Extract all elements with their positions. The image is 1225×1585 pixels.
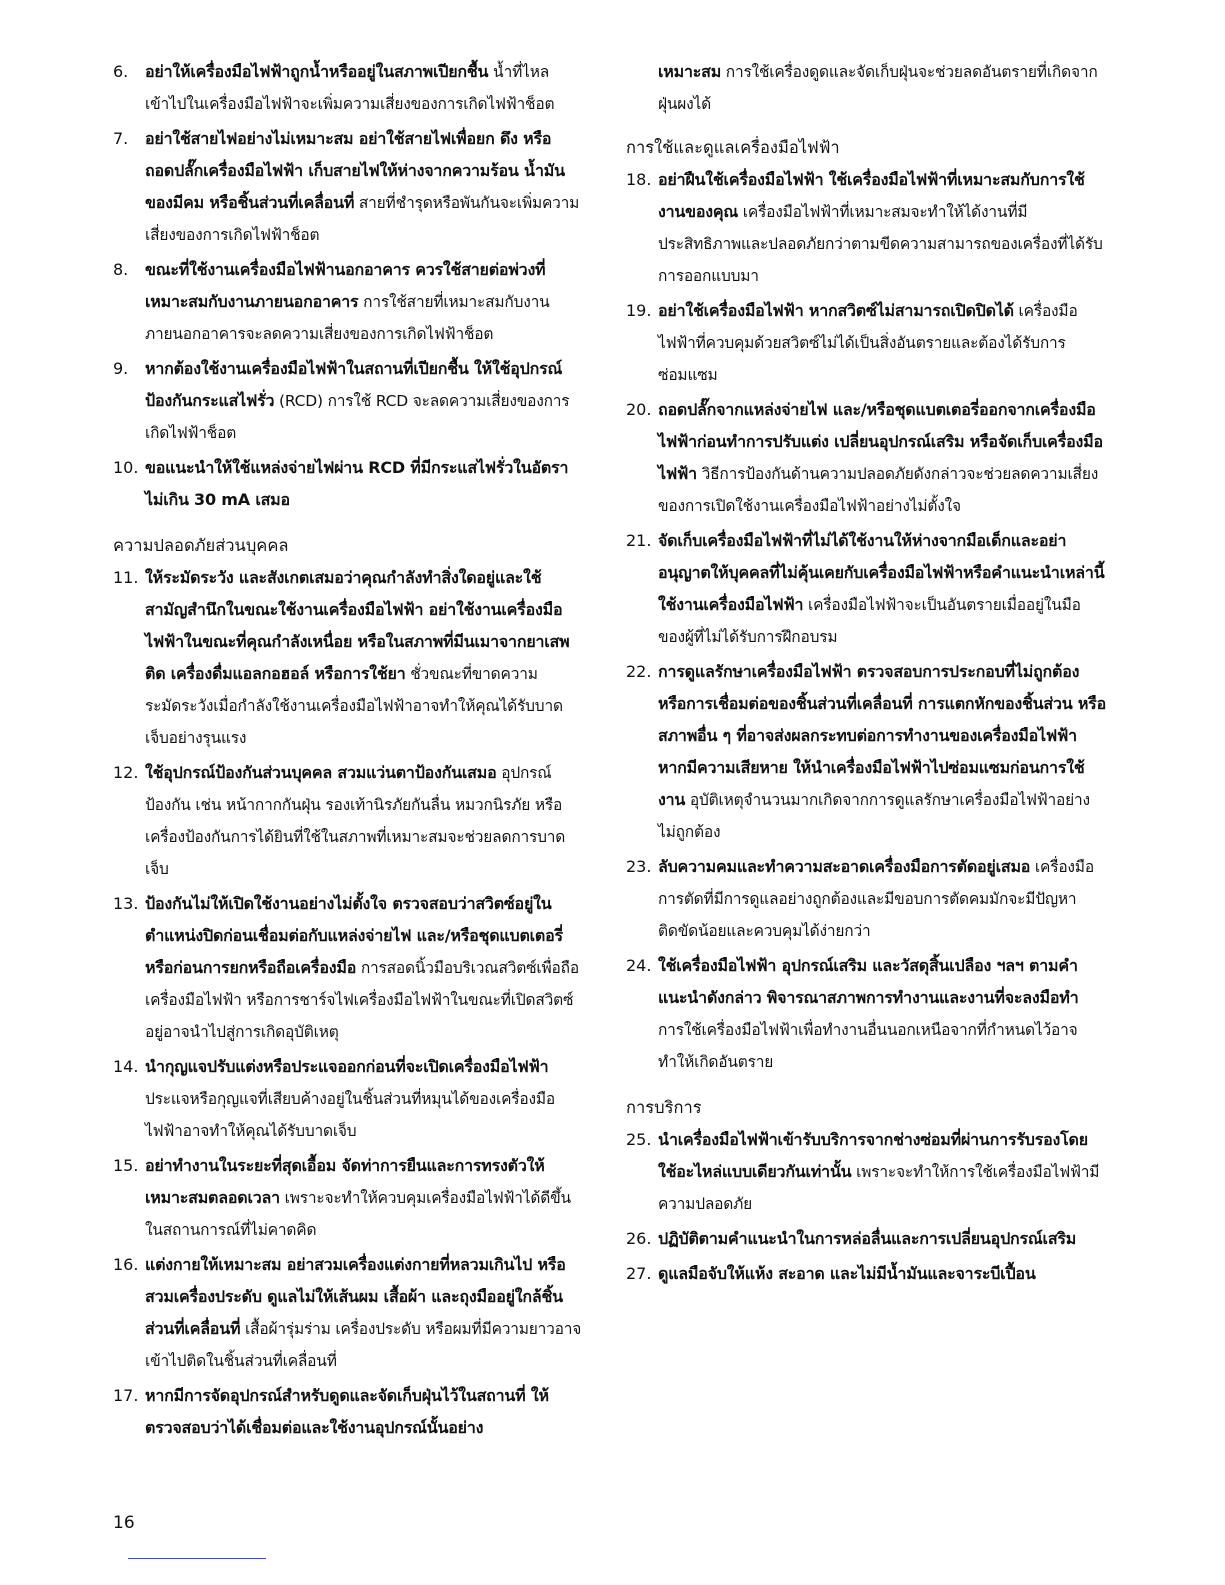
item-body-text: การใช้เครื่องดูดและจัดเก็บฝุ่นจะช่วยลดอันตรายที่เกิดจากฝุ่นผงได้: [658, 63, 1098, 113]
item-number: 6.: [113, 62, 129, 81]
item-bold-text: อย่าใช้เครื่องมือไฟฟ้า หากสวิตซ์ไม่สามารถเปิดปิดได้: [658, 301, 1014, 320]
list-item-27: [626, 1258, 1106, 1290]
item-body-text: น้ำที่ไหลเข้าไปในเครื่องมือไฟฟ้าจะเพิ่มความเสี่ยงของการเกิดไฟฟ้าช็อต: [145, 63, 555, 113]
item-body-text: การสอดนิ้วมือบริเวณสวิตซ์เพื่อถือเครื่องมือไฟฟ้า หรือการชาร์จไฟเครื่องมือไฟฟ้าในขณะที่เปิดสวิตซ์อยู่อาจนำไปสู่การเกิดอุบัติเหตุ: [145, 959, 579, 1041]
item-number: 17.: [113, 1386, 139, 1405]
item-bold-text: ขณะที่ใช้งานเครื่องมือไฟฟ้านอกอาคาร ควรใช้สายต่อพ่วงที่เหมาะสมกับงานภายนอกอาคาร: [145, 260, 546, 311]
item-bold-text: อย่าใช้สายไฟอย่างไม่เหมาะสม อย่าใช้สายไฟเพื่อยก ดึง หรือ ถอดปลั๊กเครื่องมือไฟฟ้า เก็บสายไฟให้ห่างจากความร้อน น้ำมัน ของมีคม หรือชิ้นส่วนที่เคลื่อนที่: [145, 129, 565, 212]
item-bold-text: ขอแนะนำให้ใช้แหล่งจ่ายไฟผ่าน RCD ที่มีกระแสไฟรั่วในอัตราไม่เกิน 30 mA เสมอ: [145, 458, 569, 509]
list-item-11: [113, 562, 585, 754]
item-bold-text: อย่าให้เครื่องมือไฟฟ้าถูกน้ำหรืออยู่ในสภาพเปียกชื้น: [145, 62, 489, 81]
section-heading-service: การบริการ: [626, 1098, 702, 1117]
item-body-text: เครื่องมือไฟฟ้าจะเป็นอันตรายเมื่ออยู่ในมือของผู้ที่ไม่ได้รับการฝึกอบรม: [658, 596, 1081, 646]
item-body-text: ประแจหรือกุญแจที่เสียบค้างอยู่ในชิ้นส่วนที่หมุนได้ของเครื่องมือไฟฟ้าอาจทำให้คุณได้รับบาดเจ็บ: [145, 1090, 556, 1140]
item-body-text: เครื่องมือไฟฟ้าที่เหมาะสมจะทำให้ได้งานที่มีประสิทธิภาพและปลอดภัยกว่าตามขีดความสามารถของเครื่องที่ได้รับการออกแบบมา: [658, 203, 1103, 285]
item-bold-text: เหมาะสม: [658, 62, 722, 81]
item-bold-text: อย่าฝืนใช้เครื่องมือไฟฟ้า ใช้เครื่องมือไฟฟ้าที่เหมาะสมกับการใช้งานของคุณ: [658, 170, 1085, 221]
item-bold-text: ลับความคมและทำความสะอาดเครื่องมือการตัดอยู่เสมอ: [658, 857, 1031, 876]
left-column: [113, 56, 585, 1444]
list-item-21: [626, 525, 1106, 653]
item-body-text: การใช้สายที่เหมาะสมกับงานภายนอกอาคารจะลดความเสี่ยงของการเกิดไฟฟ้าช็อต: [145, 293, 550, 343]
item-number: 19.: [626, 301, 652, 320]
list-item-16: [113, 1249, 585, 1377]
item-bold-text: ปฏิบัติตามคำแนะนำในการหล่อลื่นและการเปลี่ยนอุปกรณ์เสริม: [658, 1229, 1077, 1248]
item-body-text: ชั่วขณะที่ขาดความระมัดระวังเมื่อกำลังใช้งานเครื่องมือไฟฟ้าอาจทำให้คุณได้รับบาดเจ็บอย่างรุนแรง: [145, 665, 563, 747]
item-bold-text: นำเครื่องมือไฟฟ้าเข้ารับบริการจากช่างซ่อมที่ผ่านการรับรองโดยใช้อะไหล่แบบเดียวกันเท่านั้น: [658, 1130, 1088, 1181]
item-bold-text: ให้ระมัดระวัง และสังเกตเสมอว่าคุณกำลังทำสิ่งใดอยู่และใช้สามัญสำนึกในขณะใช้งานเครื่องมือไฟฟ้า อย่าใช้งานเครื่องมือไฟฟ้าในขณะที่คุณกำลังเหนื่อย หรือในสภาพที่มีนเมาจากยาเสพติด เครื่องดื่มแอลกอฮอล์ หรือการใช้ยา: [145, 568, 570, 683]
item-bold-text: ถอดปลั๊กจากแหล่งจ่ายไฟ และ/หรือชุดแบตเตอรี่ออกจากเครื่องมือไฟฟ้าก่อนทำการปรับแต่ง เปลี่ยนอุปกรณ์เสริม หรือจัดเก็บเครื่องมือไฟฟ้า: [658, 400, 1103, 483]
list-item-17: [113, 1380, 585, 1444]
item-body-text: วิธีการป้องกันด้านความปลอดภัยดังกล่าวจะช่วยลดความเสี่ยงของการเปิดใช้งานเครื่องมือไฟฟ้าอย่างไม่ตั้งใจ: [658, 465, 1099, 515]
list-item-15: [113, 1150, 585, 1246]
item-number: 8.: [113, 260, 129, 279]
list-item-24: [626, 950, 1106, 1078]
item-number: 25.: [626, 1130, 652, 1149]
footer-divider: [128, 1558, 266, 1559]
section-heading-personal-safety: ความปลอดภัยส่วนบุคคล: [113, 536, 289, 555]
item-bold-text: ป้องกันไม่ให้เปิดใช้งานอย่างไม่ตั้งใจ ตรวจสอบว่าสวิตซ์อยู่ในตำแหน่งปิดก่อนเชื่อมต่อกับแหล่งจ่ายไฟ และ/หรือชุดแบตเตอรี่ หรือก่อนการยกหรือถือเครื่องมือ: [145, 894, 563, 977]
item-body-text: (RCD) การใช้ RCD จะลดความเสี่ยงของการเกิดไฟฟ้าช็อต: [145, 392, 570, 442]
item-number: 12.: [113, 763, 139, 782]
item-body-text: เพราะจะทำให้ควบคุมเครื่องมือไฟฟ้าได้ดีขึ้นในสถานการณ์ที่ไม่คาดคิด: [145, 1189, 571, 1239]
item-number: 13.: [113, 894, 139, 913]
list-item-10: [113, 452, 585, 516]
item-number: 24.: [626, 956, 652, 975]
item-bold-text: หากต้องใช้งานเครื่องมือไฟฟ้าในสถานที่เปียกชื้น ให้ใช้อุปกรณ์ป้องกันกระแสไฟรั่ว: [145, 359, 563, 410]
item-number: 9.: [113, 359, 129, 378]
item-number: 15.: [113, 1156, 139, 1175]
item-bold-text: แต่งกายให้เหมาะสม อย่าสวมเครื่องแต่งกายที่หลวมเกินไป หรือสวมเครื่องประดับ ดูแลไม่ให้เส้นผม เสื้อผ้า และถุงมืออยู่ใกล้ชิ้นส่วนที่เคลื่อนที่: [145, 1255, 566, 1338]
item-number: 7.: [113, 129, 129, 148]
item-bold-text: นำกุญแจปรับแต่งหรือประแจออกก่อนที่จะเปิดเครื่องมือไฟฟ้า: [145, 1057, 549, 1076]
item-body-text: การใช้เครื่องมือไฟฟ้าเพื่อทำงานอื่นนอกเหนือจากที่กำหนดไว้อาจทำให้เกิดอันตราย: [658, 1021, 1078, 1071]
item-number: 16.: [113, 1255, 139, 1274]
item-number: 10.: [113, 458, 139, 477]
list-item-20: [626, 394, 1106, 522]
item-number: 14.: [113, 1057, 139, 1076]
item-body-text: อุปกรณ์ป้องกัน เช่น หน้ากากกันฝุ่น รองเท้านิรภัยกันลื่น หมวกนิรภัย หรือเครื่องป้องกันการได้ยินที่ใช้ในสภาพที่เหมาะสมจะช่วยลดการบาดเจ็บ: [145, 764, 566, 878]
list-item-8: [113, 254, 585, 350]
page-number: 16: [113, 1513, 135, 1533]
list-item-13: [113, 888, 585, 1048]
item-bold-text: อย่าทำงานในระยะที่สุดเอื้อม จัดท่าการยืนและการทรงตัวให้เหมาะสมตลอดเวลา: [145, 1156, 545, 1207]
list-item-6: [113, 56, 585, 120]
list-item-25: [626, 1124, 1106, 1220]
right-column: [626, 56, 1106, 1290]
item-body-text: สายที่ชำรุดหรือพันกันจะเพิ่มความเสี่ยงของการเกิดไฟฟ้าช็อต: [145, 194, 580, 244]
list-item-18: [626, 164, 1106, 292]
item-number: 11.: [113, 568, 139, 587]
item-body-text: เสื้อผ้ารุ่มร่าม เครื่องประดับ หรือผมที่มีความยาวอาจเข้าไปติดในชิ้นส่วนที่เคลื่อนที่: [145, 1320, 582, 1370]
item-bold-text: ใช้อุปกรณ์ป้องกันส่วนบุคคล สวมแว่นตาป้องกันเสมอ: [145, 763, 497, 782]
item-bold-text: ใช้เครื่องมือไฟฟ้า อุปกรณ์เสริม และวัสดุสิ้นเปลือง ฯลฯ ตามคำแนะนำดังกล่าว พิจารณาสภาพการทำงานและงานที่จะลงมือทำ: [658, 956, 1079, 1007]
item-bold-text: ดูแลมือจับให้แห้ง สะอาด และไม่มีน้ำมันและจาระบีเปื้อน: [658, 1264, 1036, 1283]
item-number: 18.: [626, 170, 652, 189]
section-heading-tool-use: การใช้และดูแลเครื่องมือไฟฟ้า: [626, 138, 840, 157]
list-item-23: [626, 851, 1106, 947]
list-item-19: [626, 295, 1106, 391]
item-number: 21.: [626, 531, 652, 550]
list-item-14: [113, 1051, 585, 1147]
item-body-text: เครื่องมือไฟฟ้าที่ควบคุมด้วยสวิตซ์ไม่ได้เป็นสิ่งอันตรายและต้องได้รับการซ่อมแซม: [658, 302, 1078, 384]
item-number: 26.: [626, 1229, 652, 1248]
item-body-text: เพราะจะทำให้การใช้เครื่องมือไฟฟ้ามีความปลอดภัย: [658, 1163, 1100, 1213]
list-item-22: [626, 656, 1106, 848]
list-item-9: [113, 353, 585, 449]
list-item-7: [113, 123, 585, 251]
item-number: 22.: [626, 662, 652, 681]
item-bold-text: การดูแลรักษาเครื่องมือไฟฟ้า ตรวจสอบการประกอบที่ไม่ถูกต้องหรือการเชื่อมต่อของชิ้นส่วนที่เคลื่อนที่ การแตกหักของชิ้นส่วน หรือสภาพอื่น ๆ ที่อาจส่งผลกระทบต่อการทำงานของเครื่องมือไฟฟ้า หากมีความเสียหาย ให้นำเครื่องมือไฟฟ้าไปซ่อมแซมก่อนการใช้งาน: [658, 662, 1106, 809]
list-item-17-continued: [626, 56, 1106, 120]
item-number: 23.: [626, 857, 652, 876]
item-body-text: เครื่องมือการตัดที่มีการดูแลอย่างถูกต้องและมีขอบการตัดคมมักจะมีปัญหาติดขัดน้อยและควบคุมได้ง่ายกว่า: [658, 858, 1094, 940]
item-number: 20.: [626, 400, 652, 419]
item-bold-text: หากมีการจัดอุปกรณ์สำหรับดูดและจัดเก็บฝุ่นไว้ในสถานที่ ให้ตรวจสอบว่าได้เชื่อมต่อและใช้งานอุปกรณ์นั้นอย่าง: [145, 1386, 549, 1437]
list-item-26: [626, 1223, 1106, 1255]
item-bold-text: จัดเก็บเครื่องมือไฟฟ้าที่ไม่ได้ใช้งานให้ห่างจากมือเด็กและอย่าอนุญาตให้บุคคลที่ไม่คุ้นเคยกับเครื่องมือไฟฟ้าหรือคำแนะนำเหล่านี้ใช้งานเครื่องมือไฟฟ้า: [658, 531, 1105, 614]
item-number: 27.: [626, 1264, 652, 1283]
list-item-12: [113, 757, 585, 885]
item-body-text: อุบัติเหตุจำนวนมากเกิดจากการดูแลรักษาเครื่องมือไฟฟ้าอย่างไม่ถูกต้อง: [658, 791, 1090, 841]
